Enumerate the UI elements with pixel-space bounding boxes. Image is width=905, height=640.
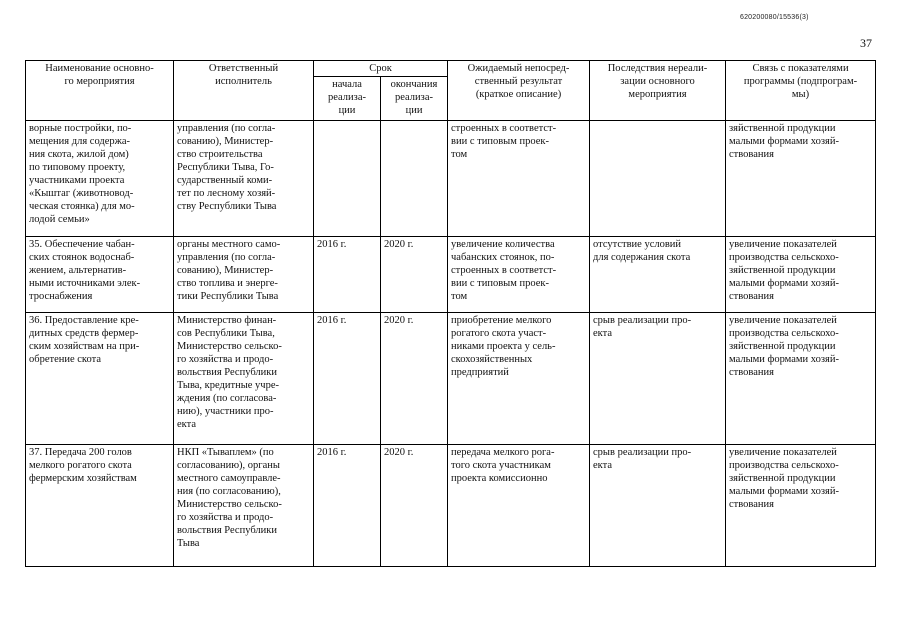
row-end: 2020 г. bbox=[381, 313, 448, 445]
row-result: приобретение мелкого рогатого скота участ- никами проекта у сель- скохозяйственных предприятий bbox=[448, 313, 590, 445]
row-responsible: НКП «Тываплем» (по согласованию), органы местного самоуправле- ния (по согласованию), Министерство сельско- го хозяйства и продо- вольствия Республики Тыва bbox=[174, 445, 314, 567]
row-result: передача мелкого рога- того скота участникам проекта комиссионно bbox=[448, 445, 590, 567]
row-end: 2020 г. bbox=[381, 445, 448, 567]
header-term-start: начала реализа- ции bbox=[314, 77, 381, 121]
row-consequences bbox=[590, 121, 726, 237]
measures-table bbox=[25, 60, 876, 567]
row-consequences: срыв реализации про- екта bbox=[590, 313, 726, 445]
row-indicator-link: увеличение показателей производства сельскохо- зяйственной продукции малыми формами хозяй- ствования bbox=[726, 445, 876, 567]
row-responsible: управления (по согла- сованию), Министер- ство строительства Республики Тыва, Го- сударственный коми- тет по лесному хозяй- ству Республики Тыва bbox=[174, 121, 314, 237]
header-indicator-link: Связь с показателями программы (подпрограм- мы) bbox=[726, 61, 876, 121]
row-name: ворные постройки, по- мещения для содержа- ния скота, жилой дом) по типовому проекту, участниками проекта «Кыштаг (животновод- ческая стоянка) для мо- лодой семьи» bbox=[26, 121, 174, 237]
table-header bbox=[26, 61, 876, 121]
row-end: 2020 г. bbox=[381, 237, 448, 313]
table-row bbox=[26, 121, 876, 237]
row-consequences: отсутствие условий для содержания скота bbox=[590, 237, 726, 313]
row-result: строенных в соответст- вии с типовым проек- том bbox=[448, 121, 590, 237]
header-responsible: Ответственный исполнитель bbox=[174, 61, 314, 121]
header-term: Срок bbox=[314, 61, 448, 77]
table-row bbox=[26, 313, 876, 445]
header-consequences: Последствия нереали- зации основного мероприятия bbox=[590, 61, 726, 121]
table-row bbox=[26, 445, 876, 567]
document-code: 620200080/15536(3) bbox=[740, 14, 809, 21]
row-name: 37. Передача 200 голов мелкого рогатого скота фермерским хозяйствам bbox=[26, 445, 174, 567]
row-start: 2016 г. bbox=[314, 237, 381, 313]
row-name: 36. Предоставление кре- дитных средств фермер- ским хозяйствам на при- обретение скота bbox=[26, 313, 174, 445]
header-name: Наименование основно- го мероприятия bbox=[26, 61, 174, 121]
row-indicator-link: увеличение показателей производства сельскохо- зяйственной продукции малыми формами хозяй- ствования bbox=[726, 237, 876, 313]
page-number: 37 bbox=[860, 36, 872, 50]
row-result: увеличение количества чабанских стоянок, по- строенных в соответст- вии с типовым проек- том bbox=[448, 237, 590, 313]
row-consequences: срыв реализации про- екта bbox=[590, 445, 726, 567]
header-expected-result: Ожидаемый непосред- ственный результат (краткое описание) bbox=[448, 61, 590, 121]
row-start bbox=[314, 121, 381, 237]
row-start: 2016 г. bbox=[314, 313, 381, 445]
row-end bbox=[381, 121, 448, 237]
row-start: 2016 г. bbox=[314, 445, 381, 567]
table-row bbox=[26, 237, 876, 313]
row-name: 35. Обеспечение чабан- ских стоянок водоснаб- жением, альтернатив- ными источниками элек- троснабжения bbox=[26, 237, 174, 313]
row-responsible: органы местного само- управления (по согла- сованию), Министер- ство топлива и энерге- тики Республики Тыва bbox=[174, 237, 314, 313]
row-indicator-link: зяйственной продукции малыми формами хозяй- ствования bbox=[726, 121, 876, 237]
header-term-end: окончания реализа- ции bbox=[381, 77, 448, 121]
row-responsible: Министерство финан- сов Республики Тыва, Министерство сельско- го хозяйства и продо- вольствия Республики Тыва, кредитные учре- ждения (по согласова- нию), участники про- екта bbox=[174, 313, 314, 445]
row-indicator-link: увеличение показателей производства сельскохо- зяйственной продукции малыми формами хозяй- ствования bbox=[726, 313, 876, 445]
